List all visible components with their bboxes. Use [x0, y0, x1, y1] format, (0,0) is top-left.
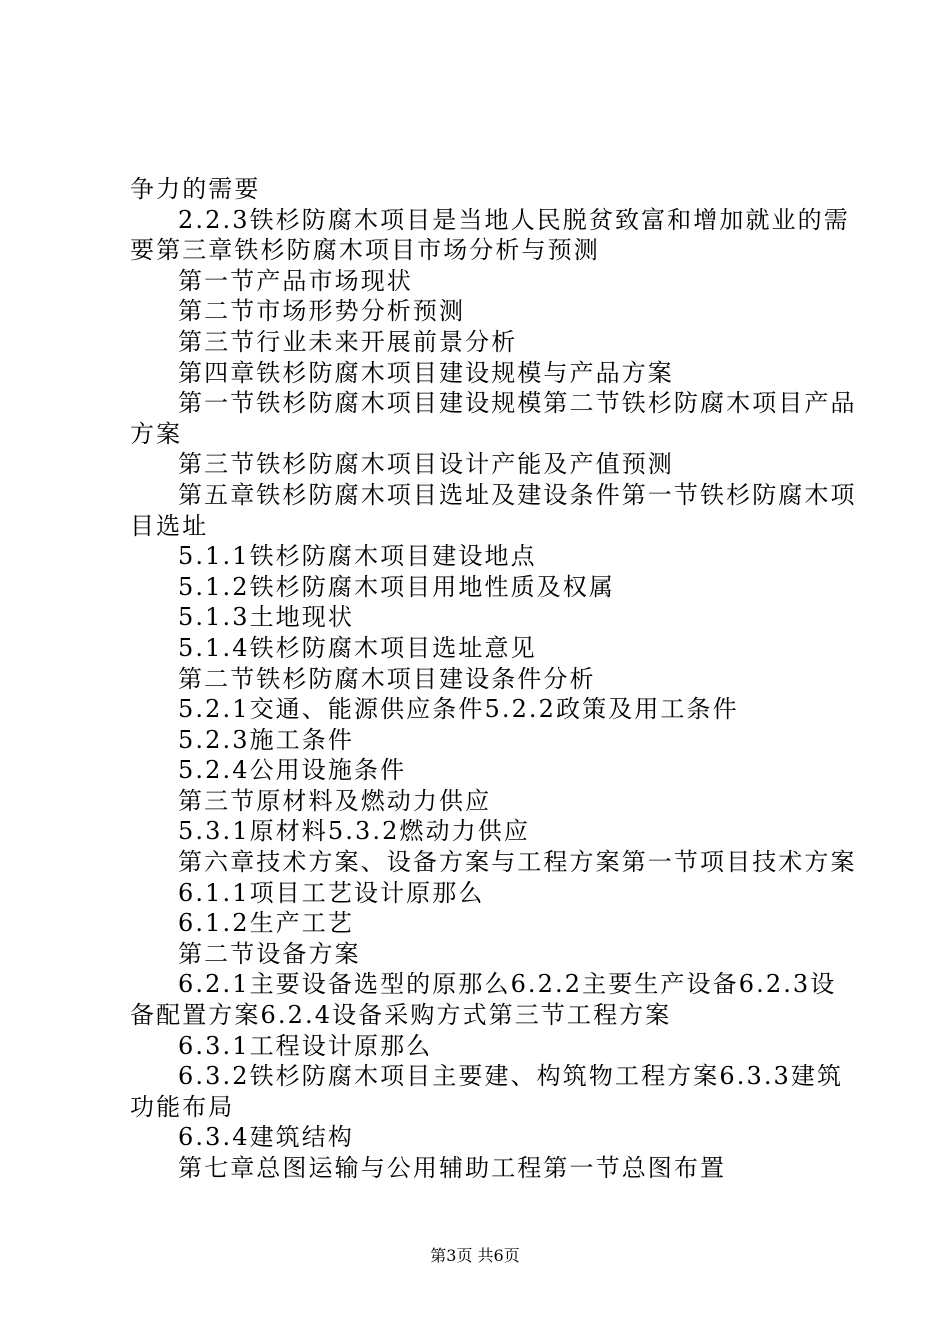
page-footer: 第3页 共6页 — [430, 1246, 520, 1265]
section-heading: 第二节铁杉防腐木项目建设条件分析 — [178, 664, 596, 693]
text-line: 方案 — [130, 419, 183, 448]
subsection-item: 6.3.4建筑结构 — [178, 1123, 354, 1152]
subsection-item: 5.2.1交通、能源供应条件5.2.2政策及用工条件 — [178, 695, 739, 724]
subsection-item: 5.3.1原材料5.3.2燃动力供应 — [178, 817, 530, 846]
subsection-item: 6.3.2铁杉防腐木项目主要建、构筑物工程方案6.3.3建筑 — [178, 1062, 844, 1091]
text-line: 2.2.3铁杉防腐木项目是当地人民脱贫致富和增加就业的需 — [178, 205, 850, 234]
subsection-item: 5.1.4铁杉防腐木项目选址意见 — [178, 633, 537, 662]
subsection-item: 5.1.1铁杉防腐木项目建设地点 — [178, 542, 537, 571]
chapter-heading: 第七章总图运输与公用辅助工程第一节总图布置 — [178, 1154, 727, 1182]
subsection-item: 6.3.1工程设计原那么 — [178, 1031, 433, 1060]
subsection-item: 6.1.1项目工艺设计原那么 — [178, 878, 485, 907]
section-heading: 第二节市场形势分析预测 — [178, 297, 466, 326]
text-line: 目选址 — [130, 511, 209, 540]
text-line: 备配置方案6.2.4设备采购方式第三节工程方案 — [130, 1001, 672, 1030]
subsection-item: 5.2.3施工条件 — [178, 725, 354, 754]
subsection-item: 5.1.3土地现状 — [178, 603, 354, 632]
subsection-item: 6.2.1主要设备选型的原那么6.2.2主要生产设备6.2.3设 — [178, 970, 837, 999]
text-line: 争力的需要 — [130, 175, 261, 203]
section-heading: 第三节行业未来开展前景分析 — [178, 327, 518, 356]
chapter-heading: 第六章技术方案、设备方案与工程方案第一节项目技术方案 — [178, 848, 857, 877]
section-heading: 第三节铁杉防腐木项目设计产能及产值预测 — [178, 450, 674, 479]
section-heading: 第一节铁杉防腐木项目建设规模第二节铁杉防腐木项目产品 — [178, 389, 857, 418]
subsection-item: 6.1.2生产工艺 — [178, 909, 354, 938]
section-heading: 第三节原材料及燃动力供应 — [178, 786, 492, 815]
section-heading: 第二节设备方案 — [178, 939, 361, 968]
text-line: 功能布局 — [130, 1092, 235, 1121]
chapter-heading: 第五章铁杉防腐木项目选址及建设条件第一节铁杉防腐木项 — [178, 480, 857, 509]
text-line: 要第三章铁杉防腐木项目市场分析与预测 — [130, 236, 600, 265]
subsection-item: 5.1.2铁杉防腐木项目用地性质及权属 — [178, 572, 615, 601]
document-body — [130, 174, 857, 1184]
subsection-item: 5.2.4公用设施条件 — [178, 756, 407, 785]
section-heading: 第一节产品市场现状 — [178, 266, 413, 295]
chapter-heading: 第四章铁杉防腐木项目建设规模与产品方案 — [178, 358, 674, 387]
